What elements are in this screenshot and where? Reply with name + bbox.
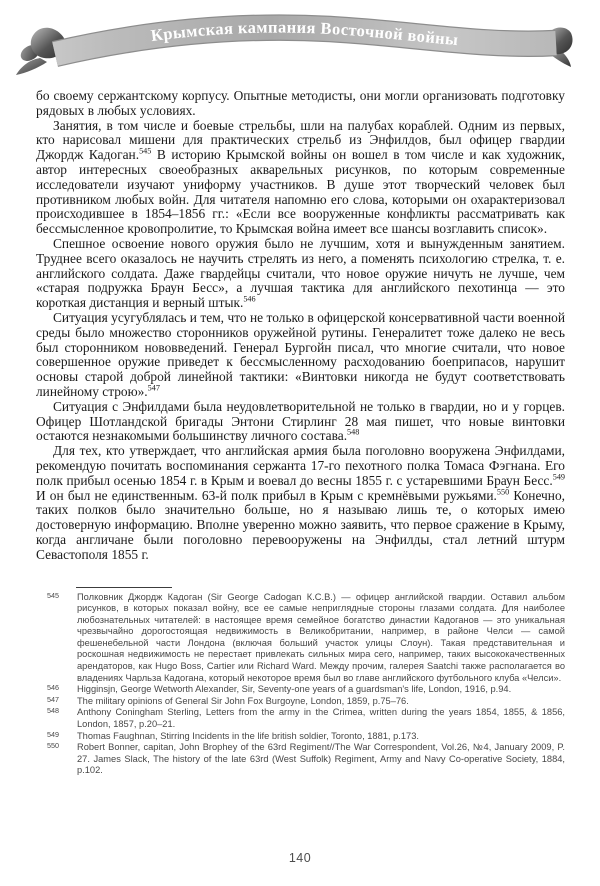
- paragraph: Спешное освоение нового оружия было не лучшим, хотя и вынужденным занятием. Труднее всего оказалось не научить стрелять из него, а поменять психологию стрелка, т. е. английского солдата. Даже гвардейцы считали, что новое оружие ничуть не лучше, чем «старая подружка Браун Бесс», а лучшая тактика для английского пехотинца — это короткая дистанция и верный штык.$^{546}$: [36, 235, 565, 311]
- footnote-number: 549: [47, 729, 59, 739]
- footnote-number: 547: [47, 694, 59, 704]
- footnote-text: Higginsjn, George Wetworth Alexander, Sir, Seventy-one years of a guardsman's life, London, 1916, p.94.: [77, 684, 512, 695]
- paragraph: Для тех, кто утверждает, что английская армия была поголовно вооружена Энфилдами, рекомендую почитать воспоминания сержанта 17-го пехотного полка Томаса Фэгнана. Его полк прибыл осенью 1854 г. в Крым и воевал до весны 1855 г. с устаревшими Браун Бесс.$^{549}$ И он был не единственным. 63-й полк прибыл в Крым с кремнёвыми ружьями.$^{550}$ Конечно, таких полков было значительно больше, но я называю лишь те, о которых имею достоверную информацию. Вполне уверенно можно заявить, что первое сражение в Крыму, когда англичане были поголовно перевооружены на Энфилды, стал летний штурм Севастополя 1855 г.: [36, 443, 565, 562]
- footnote-text: Robert Bonner, capitan, John Brophey of the 63rd Regiment//The War Correspondent, Vol.26, №4, January 2009, P. 27. James Slack, The history of the late 63rd (West Suffolk) Regiment, Army and Navy Co-operative Society, 1884, p.102.: [77, 742, 565, 776]
- footnote-item: [36, 684, 565, 696]
- footnote-ref: 548: [347, 427, 360, 437]
- footnote-text: The military opinions of General Sir John Fox Burgoyne, London, 1859, p.75–76.: [77, 695, 409, 706]
- footnote-number: 546: [47, 683, 59, 693]
- paragraph: Ситуация усугублялась и тем, что не только в офицерской консервативной части военной среды было множество сторонников оружейной рутины. Генералитет тоже далеко не весь был сторонником нововведений. Генерал Бургойн писал, что многие считали, что новое совершенное оружие приведет к бессмысленному расходованию боеприпасов, нарушит основы старой доброй линейной тактики: «Винтовки никогда не будут соответствовать линейному строю».$^{547}$: [36, 309, 565, 399]
- footnote-ref: 545: [139, 146, 152, 156]
- footnote-ref: 547: [147, 383, 160, 393]
- footnote-number: 545: [47, 590, 59, 600]
- footnote-item: [36, 731, 565, 743]
- footnote-item: [36, 592, 565, 685]
- footnote-text: Anthony Coningham Sterling, Letters from the army in the Crimea, written during the years 1854, 1855, & 1856, London, 1857, p.20–21.: [77, 707, 565, 730]
- footnotes: [36, 587, 565, 778]
- footnote-number: 550: [47, 741, 59, 751]
- chapter-banner: [0, 0, 600, 84]
- paragraph: бо своему сержантскому корпусу. Опытные методисты, они могли организовать подготовку рядовых в любых условиях.: [36, 88, 565, 118]
- chapter-title: Крымская кампания Восточной войны: [149, 17, 460, 50]
- footnote-number: 548: [47, 706, 59, 716]
- footnote-ref: 550: [496, 487, 510, 497]
- footnote-separator: [76, 587, 172, 588]
- footnote-ref: 549: [552, 472, 565, 482]
- footnote-item: [36, 742, 565, 777]
- footnote-text: Полковник Джордж Кадоган (Sir George Cadogan К.С.В.) — офицер английской гвардии. Оставил альбом рисунков, в которых показал войну, все ее самые неприглядные стороны глазами солдата. Для наиболее любознательных читателей: в настоящее время семейное богатство династии Кадоганов — это уникальная чрезвычайно дорогостоящая недвижимость в Великобритании, например, в районе Челси — самой фешенебельной части Лондона (включая больший участок улицы Слоун). Такая представительная и роскошная недвижимость не перестает привлекать сильных мира сего, например, таких высококачественных арендаторов, как Hugo Boss, Cartier или Richard Ward. Между прочим, галерея Saatchi также располагается во владениях Чарльза Кадогана, который некоторое время был во главе английского футбольного клуба «Челси».: [77, 591, 565, 683]
- paragraph: Занятия, в том числе и боевые стрельбы, шли на палубах кораблей. Одним из первых, кто нарисовал мишени для практических стрельб из Энфилдов, был офицер гвардии Джордж Кадоган.$^{545}$ В историю Крымской войны он вошел в том числе и как художник, автор интересных своеобразных акварельных рисунков, по которым современные исследователи изучают униформу участников. В душе этот творческий человек был противником любых войн. Для читателя напомню его слова, которыми он охарактеризовал происходившее в 1854–1856 гг.: «Если все вооруженные конфликты рассматривать как бессмысленное кровопролитие, то Крымская война имеет все шансы возглавить список».: [36, 117, 565, 237]
- page-body: [36, 89, 565, 563]
- footnote-list: [36, 592, 565, 778]
- page-number: 140: [288, 851, 312, 865]
- footnote-item: [36, 707, 565, 730]
- footnote-item: [36, 696, 565, 708]
- footnote-ref: 546: [243, 294, 256, 304]
- footnote-text: Thomas Faughnan, Stirring Incidents in the life british soldier, Toronto, 1881, p.173.: [77, 730, 419, 741]
- paragraph: Ситуация с Энфилдами была неудовлетворительной не только в гвардии, но и у горцев. Офицер Шотландской бригады Энтони Стирлинг 28 мая пишет, что новые винтовки остаются незнакомыми большинству личного состава.$^{548}$: [36, 398, 565, 444]
